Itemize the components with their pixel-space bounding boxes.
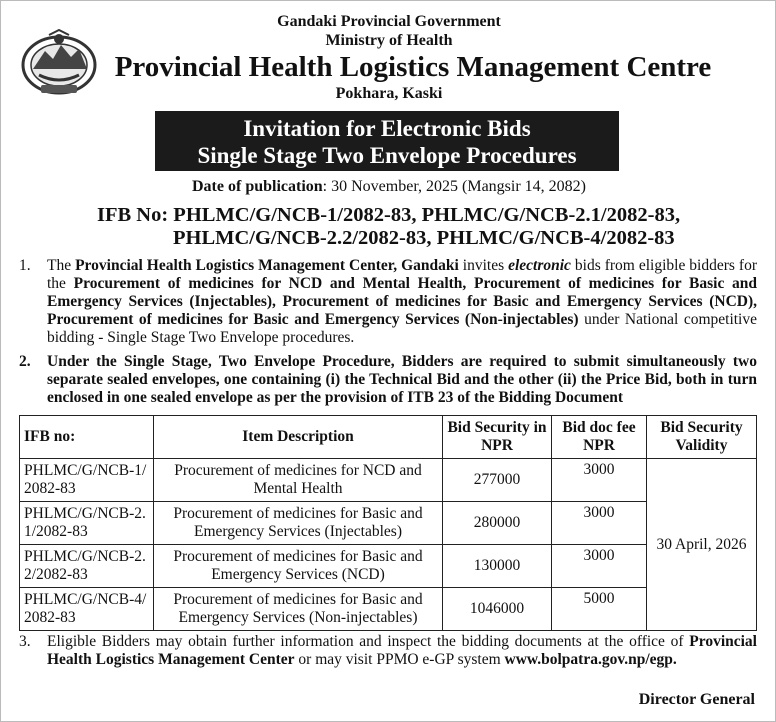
col-header-validity: Bid Security Validity [647,416,757,459]
ifb-numbers [97,204,680,250]
cell-security: 280000 [443,502,552,545]
col-header-security: Bid Security in NPR [443,416,552,459]
cell-fee: 3000 [552,459,647,502]
paragraph-2 [19,353,757,407]
text-bold: Provincial Health Logistics Management Center, Gandaki [75,257,459,274]
table-row [20,545,757,588]
cell-fee: 5000 [552,588,647,631]
cell-description: Procurement of medicines for Basic and Emergency Services (Injectables) [154,502,443,545]
text: under National competitive bidding - Single Stage Two Envelope procedures. [47,311,757,346]
publication-label: Date of publication [192,178,323,195]
paragraph-text: Under the Single Stage, Two Envelope Procedure, Bidders are required to submit simultaneously two separate sealed envelopes, one containing (i) the Technical Bid and the other (ii) the Price Bid, both in turn enclosed in one sealed envelope as per the provision of ITB 23 of the Bidding Document [47,353,757,406]
cell-ifb: PHLMC/G/NCB-1/2082-83 [20,459,154,502]
cell-fee: 3000 [552,545,647,588]
publication-date [1,178,776,196]
col-header-fee: Bid doc fee NPR [552,416,647,459]
bid-table [19,415,757,631]
text: bids from eligible bidders for the [47,257,757,292]
government-name: Gandaki Provincial Government [277,13,501,30]
cell-security: 1046000 [443,588,552,631]
cell-validity: 30 April, 2026 [647,459,757,631]
table-header-row [20,416,757,459]
text: or may visit PPMO e-GP system [294,651,505,668]
col-header-description: Item Description [154,416,443,459]
location: Pokhara, Kaski [335,85,443,102]
cell-description: Procurement of medicines for Basic and Emergency Services (Non-injectables) [154,588,443,631]
website-link[interactable]: www.bolpatra.gov.np/egp [504,651,673,668]
cell-ifb: PHLMC/G/NCB-2.1/2082-83 [20,502,154,545]
centre-name: Provincial Health Logistics Management Centre [114,51,712,83]
text-italic: electronic [508,257,571,274]
table-row [20,588,757,631]
ifb-line-1: IFB No: PHLMC/G/NCB-1/2082-83, PHLMC/G/NCB-2.1/2082-83, [97,204,681,226]
paragraph-3 [19,633,757,669]
banner-line-1: Invitation for Electronic Bids [243,116,531,141]
text: The [47,257,76,274]
text: . [672,651,677,668]
table-row [20,459,757,502]
paragraph-number: 3. [19,633,31,650]
cell-ifb: PHLMC/G/NCB-4/2082-83 [20,588,154,631]
text-bold: Procurement of medicines for NCD and Mental Health, Procurement of medicines for Basic and Emergency Services (Injectables), Procurement of medicines for Basic and Emergency Services (NCD), Procurement of medicines for Basic and Emergency Services (Non-injectables) [47,275,758,328]
text-bold: Provincial Health Logistics Management Center [47,633,757,668]
paragraph-number: 1. [19,257,31,274]
text: invites [458,257,509,274]
table-row [20,502,757,545]
ifb-line-2: PHLMC/G/NCB-2.2/2082-83, PHLMC/G/NCB-4/2082-83 [173,227,675,249]
paragraph-number: 2. [19,353,31,370]
text: Eligible Bidders may obtain further information and inspect the bidding documents at the office of [47,633,690,650]
banner-line-2: Single Stage Two Envelope Procedures [197,143,577,168]
col-header-ifb: IFB no: [20,416,154,459]
ministry-name: Ministry of Health [325,32,453,49]
cell-security: 130000 [443,545,552,588]
cell-security: 277000 [443,459,552,502]
publication-value: : 30 November, 2025 (Mangsir 14, 2082) [322,178,586,195]
cell-ifb: PHLMC/G/NCB-2.2/2082-83 [20,545,154,588]
notice-banner [155,111,619,171]
cell-description: Procurement of medicines for Basic and Emergency Services (NCD) [154,545,443,588]
cell-description: Procurement of medicines for NCD and Mental Health [154,459,443,502]
signature: Director General [638,691,755,708]
cell-fee: 3000 [552,502,647,545]
paragraph-1 [19,257,757,347]
